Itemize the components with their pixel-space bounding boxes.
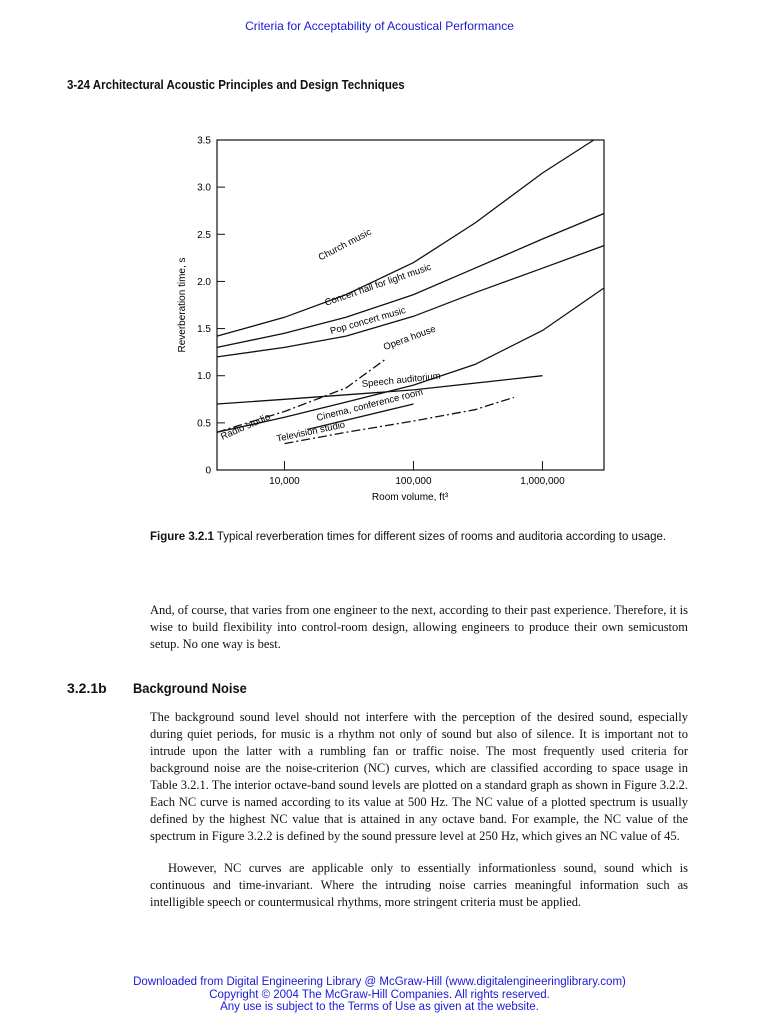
series-label: Pop concert music [328,304,408,338]
y-tick-label: 3.0 [197,182,211,194]
paragraph-1: And, of course, that varies from one engineer to the next, according to their past experience. Therefore, it is wise to build flexibility into control-room design, allowing engineers to produce their own semicustom setup. No one way is best. [150,603,688,651]
section-title: Background Noise [133,680,247,696]
footer [0,976,759,1014]
y-tick-label: 2.0 [197,276,211,288]
series-label: Opera house [382,323,438,354]
header-link[interactable]: Criteria for Acceptability of Acoustical Performance [245,19,514,33]
reverberation-chart [165,130,615,510]
x-axis-label: Room volume, ft³ [371,492,449,503]
running-head: 3-24 Architectural Acoustic Principles and Design Techniques [67,78,405,92]
series-label: Concert hall for light music [323,261,433,309]
figure-caption [150,529,688,545]
footer-line-3[interactable]: Any use is subject to the Terms of Use as given at the website. [220,1001,539,1013]
series-label: Television studio [275,419,347,445]
series-line-radio-studio [217,360,385,433]
y-axis-label: Reverberation time, s [177,257,188,353]
x-tick-label: 1,000,000 [520,476,565,487]
y-tick-label: 1.0 [197,371,211,383]
y-tick-label: 0 [205,465,211,477]
x-tick-label: 10,000 [269,476,300,487]
footer-line-2: Copyright © 2004 The McGraw-Hill Companies. All rights reserved. [209,988,550,1001]
series-label: Church music [316,226,374,264]
series-line-opera-house [217,288,604,432]
plot-frame [217,140,604,470]
y-tick-label: 3.5 [197,135,211,147]
series-label: Cinema, conference room [315,386,425,424]
paragraph-3: However, NC curves are applicable only to essentially informationless sound, sound which is continuous and time-invariant. Where the intruding noise carries meaningful information such as intelligible speech or countermusical rhythms, more stringent criteria must be applied. [150,861,688,909]
figure-caption-text: Typical reverberation times for different sizes of rooms and auditoria according to usage. [216,531,667,543]
y-tick-label: 1.5 [197,324,211,336]
y-tick-label: 0.5 [197,418,211,430]
paragraph-2: The background sound level should not interfere with the perception of the desired sound, especially during quiet periods, for music is a rhythm not only of sound but also of silence. It is important not to intrude upon the latter with a rumbling fan or traffic noise. The most frequently used criteria for background noise are the noise-criterion (NC) curves, which are classified according to space usage in Table 3.2.1. The interior octave-band sound levels are plotted on a standard graph as shown in Figure 3.2.2. Each NC curve is named according to its value at 500 Hz. The NC value of a plotted spectrum is usually defined by the highest NC value that is attained in any octave band. For example, the NC value of the spectrum in Figure 3.2.2 is defined by the sound pressure level at 250 Hz, which gives an NC value of 45. [150,710,688,843]
series-line-church-music [217,140,594,336]
series-line-concert-hall-for-light-music [217,214,604,348]
x-tick-label: 100,000 [395,476,432,487]
footer-line-1[interactable]: Downloaded from Digital Engineering Library @ McGraw-Hill (www.digitalengineeringlibrary.com) [133,976,626,988]
section-number: 3.2.1b [67,680,107,696]
y-tick-label: 2.5 [197,229,211,241]
series-label: Radio studio [219,411,273,443]
series-label: Speech auditorium [361,370,442,391]
figure-label: Figure 3.2.1 [150,531,214,543]
